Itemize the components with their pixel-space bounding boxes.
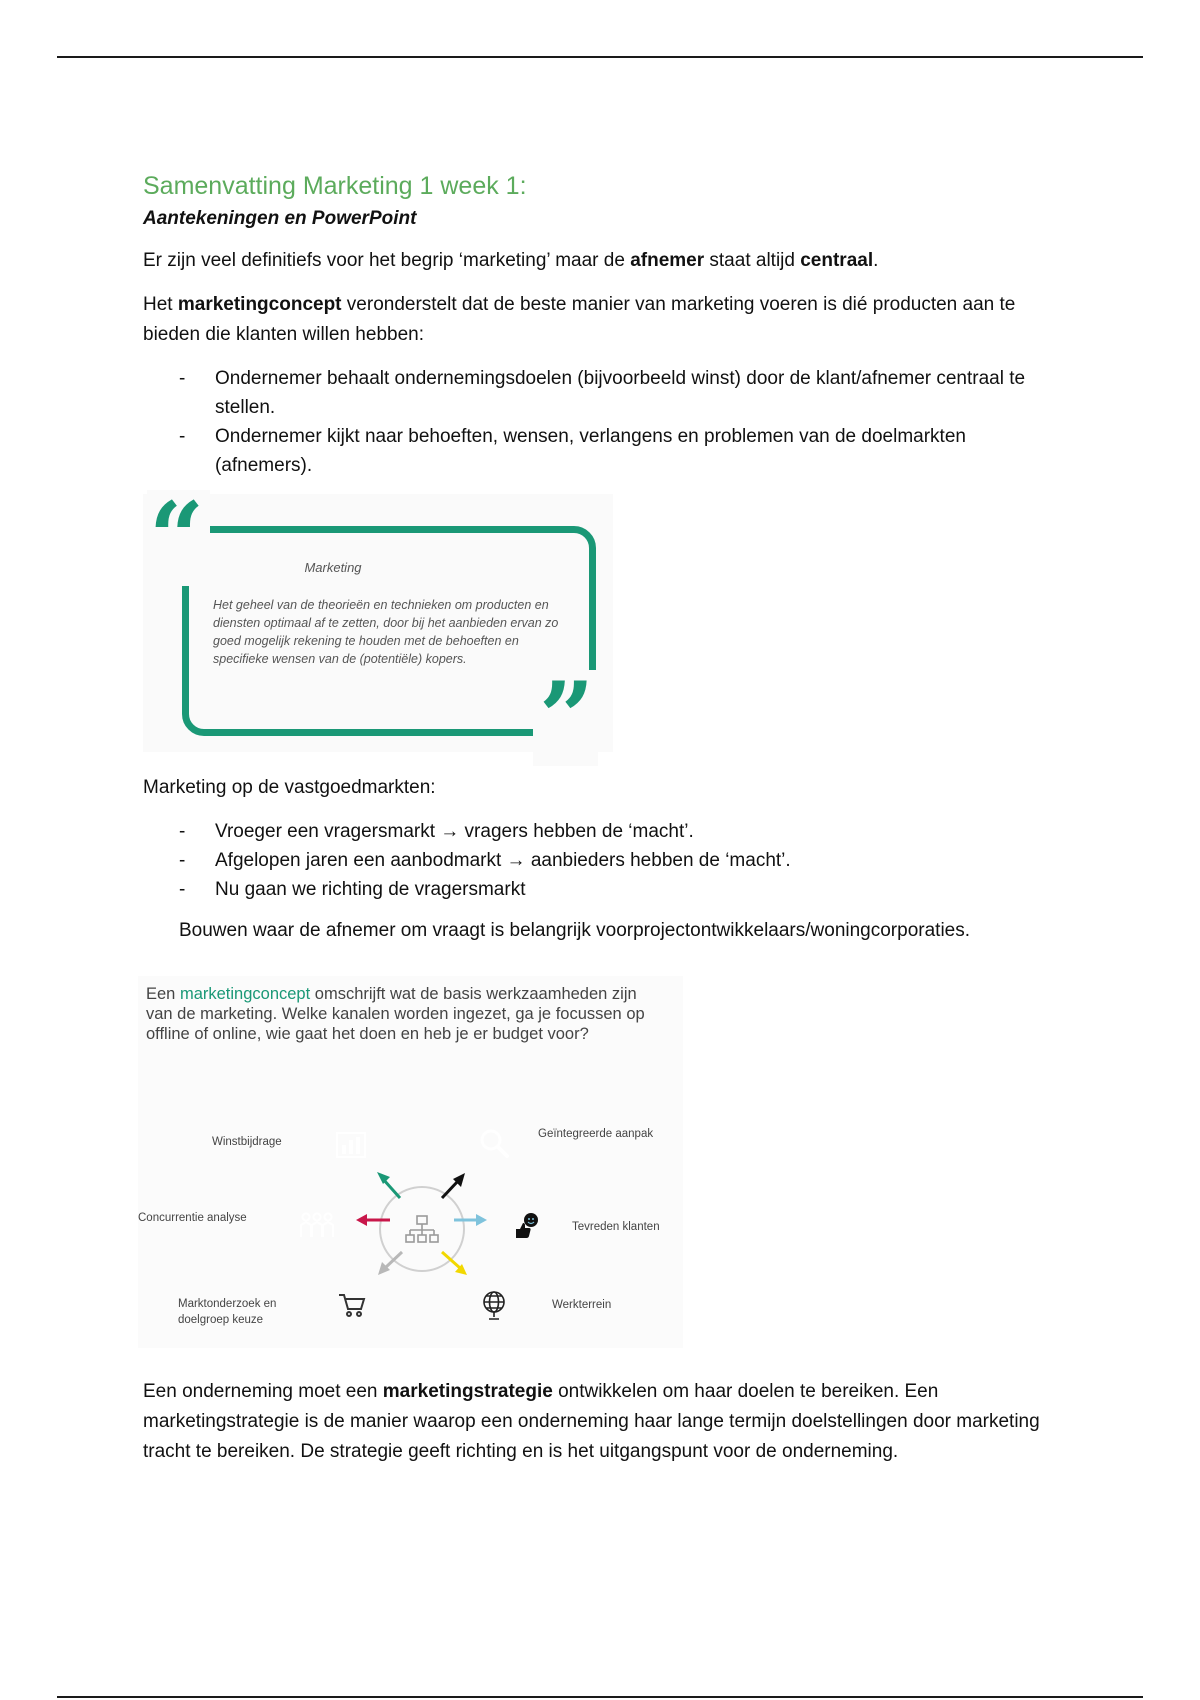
geintegreerde-aanpak-circle [463,1112,525,1174]
thumbs-up-icon [512,1210,542,1240]
label-tevreden-klanten: Tevreden klanten [572,1221,660,1233]
page-top-rule [57,56,1143,58]
intro-paragraph-2: Het marketingconcept veronderstelt dat de beste manier van marketing voeren is dié producten aan te bieden die klanten willen hebben: [143,294,1016,345]
page-bottom-rule [57,1696,1143,1698]
intro-paragraph-1: Er zijn veel definitiefs voor het begrip ‘marketing’ maar de afnemer staat altijd centraal. [143,250,879,271]
real-estate-section [143,773,1063,946]
arrow-tevreden-klanten [454,1214,487,1226]
label-winstbijdrage: Winstbijdrage [212,1136,282,1148]
strategy-section [143,1377,1063,1467]
people-icon [298,1211,336,1239]
marketing-concept-figure [138,976,683,1348]
label-concurrentie-analyse: Concurrentie analyse [138,1212,247,1224]
marketing-definition-quote [143,481,613,774]
arrow-concurrentie [356,1214,390,1226]
globe-icon [479,1289,509,1321]
page-title: Samenvatting Marketing 1 week 1: [143,172,527,200]
close-quote-icon: ” [533,670,598,766]
search-icon [478,1127,510,1159]
concurrentie-analyse-circle [286,1194,348,1256]
list-item: - Afgelopen jaren een aanbodmarkt → aanbieders hebben de ‘macht’. [143,846,1063,875]
cart-icon [337,1292,367,1318]
list-item: - Ondernemer kijkt naar behoeften, wensen, verlangens en problemen van de doelmarkten (afnemers). [143,422,1063,480]
real-estate-bullet-list [143,817,1063,904]
label-marktonderzoek: Marktonderzoek en doelgroep keuze [178,1298,277,1326]
list-item: - Vroeger een vragersmarkt → vragers hebben de ‘macht’. [143,817,1063,846]
arrow-geintegreerde-aanpak [442,1173,465,1198]
concept-diagram [138,976,683,1348]
real-estate-note: Bouwen waar de afnemer om vraagt is belangrijk voorprojectontwikkelaars/woningcorporaties. [179,920,971,941]
list-item: - Ondernemer behaalt ondernemingsdoelen (bijvoorbeeld winst) door de klant/afnemer centraal te stellen. [143,364,1063,422]
label-geintegreerde-aanpak: Geïntegreerde aanpak [538,1128,654,1140]
strategy-paragraph: Een onderneming moet een marketingstrategie ontwikkelen om haar doelen te bereiken. Een marketingstrategie is de manier waarop een onderneming haar lange termijn doelstellingen door marketing tracht te bereiken. De strategie geeft richting en is het uitgangspunt voor de onderneming. [143,1381,1040,1462]
org-chart-icon [406,1216,438,1242]
intro-bullet-list [143,364,1063,480]
open-quote-icon: “ [147,490,210,586]
real-estate-heading: Marketing op de vastgoedmarkten: [143,777,436,798]
quote-text: Het geheel van de theorieën en technieken om producten en diensten optimaal af te zetten, door bij het aanbieden ervan zo goed mogelijk rekening te houden met de behoeften en specifieke wensen van de (potentiële) kopers. [213,598,559,666]
page-subtitle: Aantekeningen en PowerPoint [143,208,417,229]
marktonderzoek-circle [321,1274,383,1336]
quote-heading: Marketing [304,560,362,575]
document-content [143,170,1063,480]
tevreden-klanten-circle [496,1194,558,1256]
winstbijdrage-circle [320,1114,382,1176]
bar-chart-icon [336,1132,366,1158]
label-werkterrein: Werkterrein [552,1299,612,1311]
arrow-winstbijdrage [377,1172,400,1198]
werkterrein-circle [463,1274,525,1336]
list-item: - Nu gaan we richting de vragersmarkt [143,875,1063,904]
concept-description: Een marketingconcept omschrijft wat de basis werkzaamheden zijn van de marketing. Welke kanalen worden ingezet, ga je focussen op offline of online, wie gaat het doen en heb je er budget voor? [146,985,645,1043]
